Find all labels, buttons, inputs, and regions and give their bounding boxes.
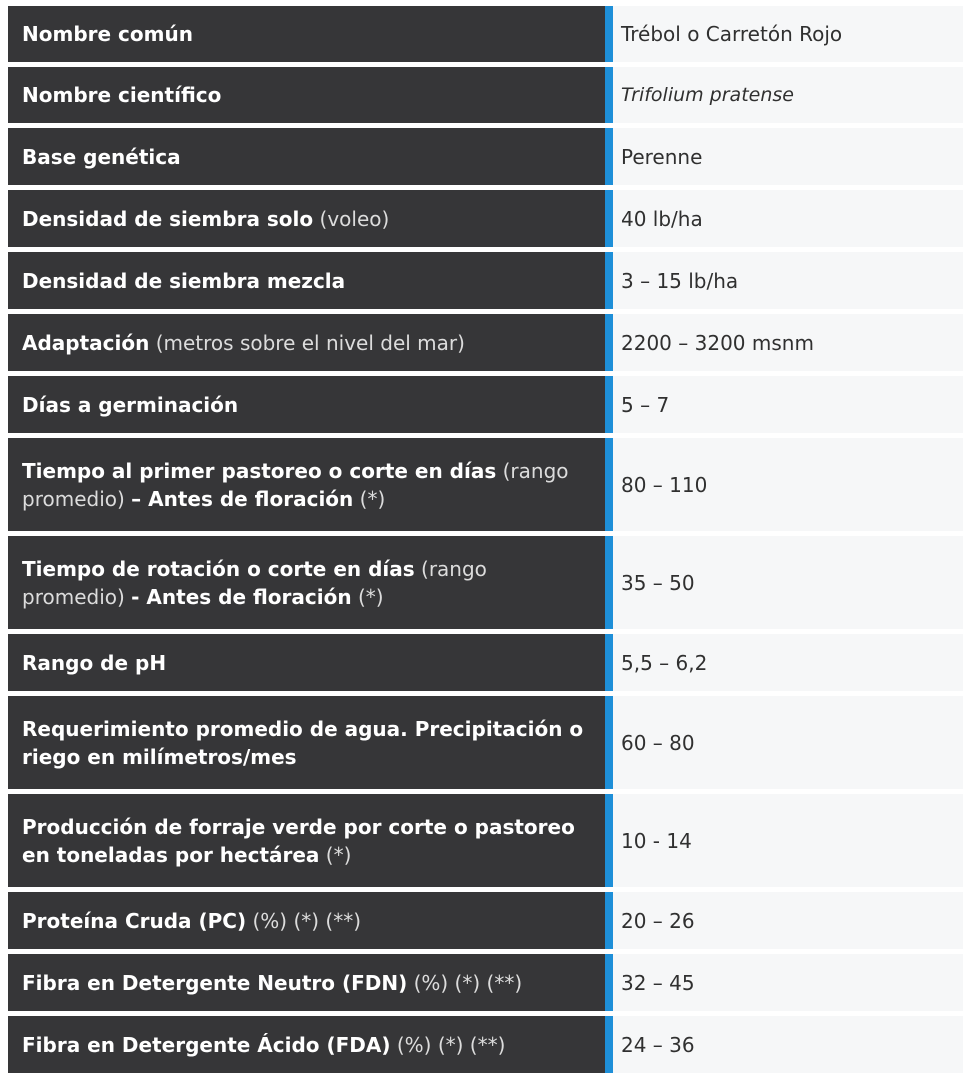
row-label: Fibra en Detergente Ácido (FDA) (%) (*) (**) — [8, 1016, 605, 1073]
row-value: 5,5 – 6,2 — [613, 634, 963, 691]
row-value: 3 – 15 lb/ha — [613, 252, 963, 309]
row-label: Nombre común — [8, 6, 605, 62]
row-accent-bar — [605, 892, 613, 949]
row-value: 20 – 26 — [613, 892, 963, 949]
row-accent-bar — [605, 438, 613, 531]
row-label: Densidad de siembra mezcla — [8, 252, 605, 309]
row-accent-bar — [605, 634, 613, 691]
row-accent-bar — [605, 794, 613, 887]
row-value: 2200 – 3200 msnm — [613, 314, 963, 371]
row-label: Nombre científico — [8, 67, 605, 123]
row-accent-bar — [605, 6, 613, 62]
row-value: 5 – 7 — [613, 376, 963, 433]
table-row — [8, 1016, 963, 1073]
row-accent-bar — [605, 252, 613, 309]
table-row — [8, 536, 963, 629]
row-label: Tiempo al primer pastoreo o corte en días (rango promedio) – Antes de floración (*) — [8, 438, 605, 531]
row-label: Rango de pH — [8, 634, 605, 691]
table-row — [8, 696, 963, 789]
row-value: 35 – 50 — [613, 536, 963, 629]
table-row — [8, 314, 963, 371]
row-accent-bar — [605, 190, 613, 247]
table-row — [8, 794, 963, 887]
table-row — [8, 892, 963, 949]
row-accent-bar — [605, 128, 613, 185]
forage-data-table — [8, 6, 963, 1078]
row-accent-bar — [605, 696, 613, 789]
row-value: Trébol o Carretón Rojo — [613, 6, 963, 62]
row-accent-bar — [605, 67, 613, 123]
row-label: Densidad de siembra solo (voleo) — [8, 190, 605, 247]
row-label: Base genética — [8, 128, 605, 185]
row-label: Fibra en Detergente Neutro (FDN) (%) (*) (**) — [8, 954, 605, 1011]
table-row — [8, 252, 963, 309]
row-accent-bar — [605, 1016, 613, 1073]
row-accent-bar — [605, 376, 613, 433]
row-value: 24 – 36 — [613, 1016, 963, 1073]
row-value: Trifolium pratense — [613, 67, 963, 123]
row-value: Perenne — [613, 128, 963, 185]
table-row — [8, 376, 963, 433]
table-row — [8, 954, 963, 1011]
row-label: Adaptación (metros sobre el nivel del mar) — [8, 314, 605, 371]
table-row — [8, 190, 963, 247]
row-label: Proteína Cruda (PC) (%) (*) (**) — [8, 892, 605, 949]
row-value: 10 - 14 — [613, 794, 963, 887]
table-row — [8, 634, 963, 691]
table-row — [8, 67, 963, 123]
table-row — [8, 128, 963, 185]
row-accent-bar — [605, 314, 613, 371]
row-value: 40 lb/ha — [613, 190, 963, 247]
row-label: Producción de forraje verde por corte o pastoreo en toneladas por hectárea (*) — [8, 794, 605, 887]
row-accent-bar — [605, 536, 613, 629]
row-value: 32 – 45 — [613, 954, 963, 1011]
table-row — [8, 438, 963, 531]
row-label: Requerimiento promedio de agua. Precipitación o riego en milímetros/mes — [8, 696, 605, 789]
row-label: Tiempo de rotación o corte en días (rango promedio) - Antes de floración (*) — [8, 536, 605, 629]
row-label: Días a germinación — [8, 376, 605, 433]
table-row — [8, 6, 963, 62]
row-value: 60 – 80 — [613, 696, 963, 789]
row-accent-bar — [605, 954, 613, 1011]
row-value: 80 – 110 — [613, 438, 963, 531]
